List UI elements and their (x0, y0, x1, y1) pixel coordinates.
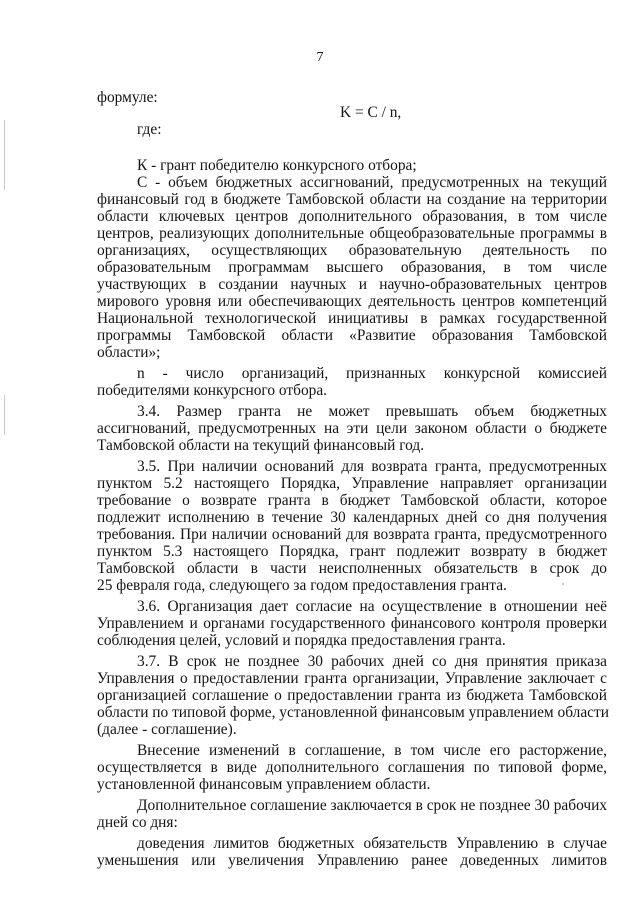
text-line: 25 февраля года, следующего за годом предоставления гранта. (97, 577, 507, 594)
text-line: 3.4. Размер гранта не может превышать объем бюджетных (137, 403, 607, 420)
text-line: мирового уровня или обеспечивающих деятельность центров компетенций (97, 293, 607, 310)
text-line: образовательным программам высшего образования, в том числе (97, 259, 607, 276)
text-line: Тамбовской области в части неисполненных обязательств в срок до (97, 560, 607, 577)
text-line: 3.5. При наличии оснований для возврата гранта, предусмотренных (137, 458, 607, 475)
text-line: центров, реализующих дополнительные общеобразовательные программы в (97, 225, 607, 242)
text-line: организацией соглашение о предоставлении гранта из бюджета Тамбовской (97, 687, 607, 704)
text-line: Внесение изменений в соглашение, в том числе его расторжение, (137, 742, 607, 759)
text-line: (далее - соглашение). (97, 721, 237, 738)
text-line: Управления о предоставлении гранта организации, Управление заключает с (97, 670, 607, 687)
text-line: области ключевых центров дополнительного образования, в том числе (97, 208, 607, 225)
formula: K = C / n, (340, 104, 402, 121)
text-line: доведения лимитов бюджетных обязательств Управлению в случае (137, 835, 607, 852)
text-line: участвующих в создании научных и научно-образовательных центров (97, 276, 607, 293)
text-line: программы Тамбовской области «Развитие образования Тамбовской (97, 327, 607, 344)
text-line: пунктом 5.2 настоящего Порядка, Управление направляет организации (97, 475, 607, 492)
text-line: победителями конкурсного отбора. (97, 382, 328, 399)
text-line: Управлением и органами государственного финансового контроля проверки (97, 615, 607, 632)
text-line: Национальной технологической инициативы в рамках государственной (97, 310, 607, 327)
text-line: финансовый год в бюджете Тамбовской области на создание на территории (97, 191, 607, 208)
text-line: уменьшения или увеличения Управлению ранее доведенных лимитов (97, 852, 607, 869)
text-line: установленной финансовым управлением области. (97, 776, 431, 793)
text-line: дней со дня: (97, 814, 178, 831)
text-line: пунктом 5.3 настоящего Порядка, грант подлежит возврату в бюджет (97, 543, 607, 560)
left-margin-mark (4, 395, 5, 435)
text-line: формуле: (97, 89, 158, 106)
text-line: требования. При наличии оснований для возврата гранта, предусмотренного (97, 526, 607, 543)
text-line: осуществляется в виде дополнительного соглашения по типовой форме, (97, 759, 607, 776)
text-line: области»; (97, 344, 161, 361)
left-margin-mark (4, 120, 5, 190)
text-line: требование о возврате гранта в бюджет Тамбовской области, которое (97, 492, 607, 509)
text-line: где: (137, 121, 162, 138)
text-line: Дополнительное соглашение заключается в срок не позднее 30 рабочих (137, 797, 608, 814)
text-line: организациях, осуществляющих образовательную деятельность по (97, 242, 607, 259)
page-number: 7 (316, 50, 324, 65)
text-line: n - число организаций, признанных конкурсной комиссией (137, 365, 607, 382)
text-line: 3.7. В срок не позднее 30 рабочих дней со дня принятия приказа (137, 653, 607, 670)
text-line: подлежит исполнению в течение 30 календарных дней со дня получения (97, 509, 607, 526)
text-line: соблюдения целей, условий и порядка предоставления гранта. (97, 632, 506, 649)
text-line: ассигнований, предусмотренных на эти цели законом области о бюджете (97, 420, 607, 437)
text-line: 3.6. Организация дает согласие на осуществление в отношении неё (137, 598, 607, 615)
text-line: Тамбовской области на текущий финансовый год. (97, 437, 425, 454)
text-line: С - объем бюджетных ассигнований, предусмотренных на текущий (137, 174, 607, 191)
text-line: области по типовой форме, установленной финансовым управлением области (97, 704, 609, 721)
text-line: К - грант победителю конкурсного отбора; (137, 157, 417, 174)
